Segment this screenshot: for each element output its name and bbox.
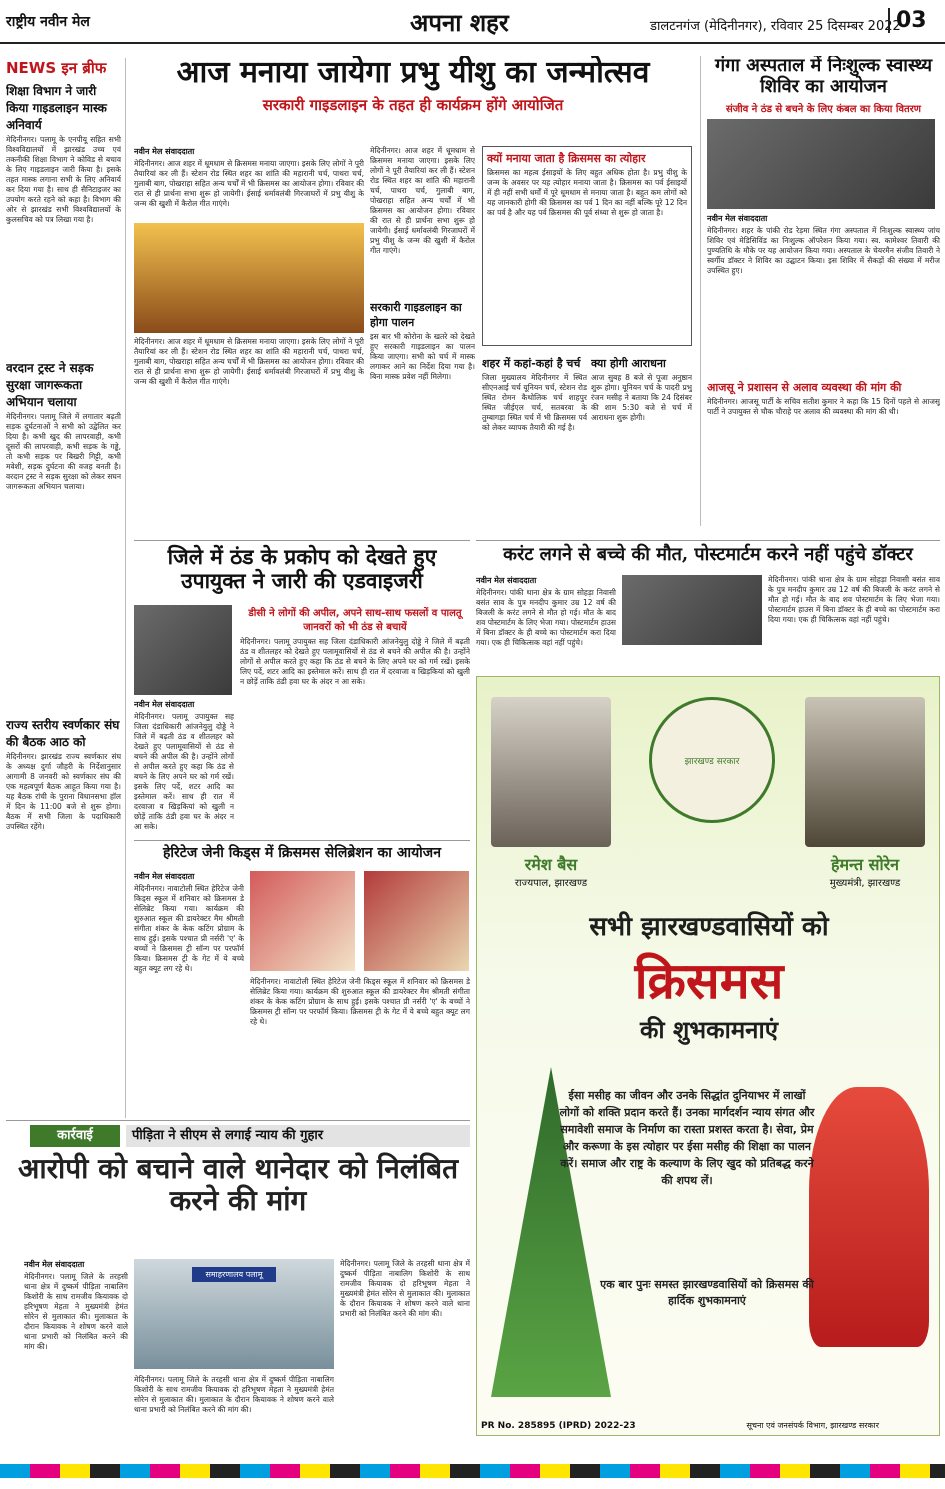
cold-advisory-story [134,540,470,830]
greeting-christmas: क्रिसमस [634,952,784,1010]
hospital-subheadline: संजीव ने ठंड से बचने के लिए कंबल का किया वितरण [725,104,922,116]
kids-santa-photo [364,871,469,971]
governor-portrait [491,697,611,847]
cold-body: मेदिनीनगर। पलामू उपायुक्त सह जिला दंडाधिकारी आंजनेयुलु दोड्डे ने जिले में बढ़ती ठंड व शीतलहर को देखते हुए पलामूवासियों से ठंड से बचने की अपील की है। उन्होंने लोगों से अपील करते हुए कहा कि ठंड से बचने के लिए अपने घर को गर्म रखें। इसके लिए पर्दे, शटर आदि का इस्तेमाल करें। साथ ही रात में दरवाजा व खिड़कियां को खुली न छोड़ें ताकि ठंडी हवा घर के अंदर न आ सके। [240,637,470,686]
lead-body: मेदिनीनगर। आज शहर में धूमधाम से क्रिसमस मनाया जाएगा। इसके लिए लोगों ने पूरी तैयारियां कर ली हैं। स्टेशन रोड स्थित शहर का शांति की महारानी चर्च, पाथरा चर्च, गुलाबी बाग, पोखराहा सहित अन्य चर्चों में भी क्रिसमस का आयोजन होगा। रविवार की रात से ही प्रार्थना सभा शुरू हो जायेगी। ईसाई धर्मावलंबी गिरजाघरों में प्रभु यीशु के जन्म की खुशी में कैरोल गीत गाएंगे। [370,146,475,255]
hospital-story [700,56,940,526]
current-body: मेदिनीनगर। पांकी थाना क्षेत्र के ग्राम सोहड़ा निवासी बसंत साव के पुत्र मनदीप कुमार उम्र 12 वर्ष की बिजली के करंट लगने से मौत हो गई। मौत के बाद शव पोस्टमार्टम के लिए भेजा गया। पोस्टमार्टम हाउस में बिना डॉक्टर के ही बच्चे का पोस्टमार्टम करा दिया गया। एक ही चिकित्सक वहां नहीं पहुंचे। [768,575,940,624]
christmas-greeting-ad [476,676,940,1436]
lead-left-block [134,146,364,526]
brief-title: वरदान ट्रस्ट ने सड़क सुरक्षा जागरूकता अभियान चलाया [6,361,94,409]
cold-sub: डीसी ने लोगों की अपील, अपने साथ-साथ फसलों व पालतू जानवरों को भी ठंड से बचायें [248,608,462,633]
karwai-body: मेदिनीनगर। पलामू जिले के तरहसी थाना क्षेत्र में दुष्कर्म पीड़िता नाबालिग किशोरी के साथ रामजीव कियावक दो हरिभूषण मेहता ने मुख्यमंत्री हेमंत सोरेन से मुलाकात की। मुलाकात के दौरान कियावक ने शोषण करने वाले थाना प्रभारी को निलंबित करने की मांग की। [134,1375,334,1414]
heritage-headline: हेरिटेज जेनी किड्स में क्रिसमस सेलिब्रेशन का आयोजन [163,845,441,861]
cold-byline: नवीन मेल संवाददाता [134,700,195,709]
lead-sub3: क्या होगी आराधना [591,357,666,370]
heritage-byline: नवीन मेल संवाददाता [134,872,195,881]
church-cross-photo [134,223,364,333]
why-christmas-box [482,146,692,346]
current-left-block [476,575,616,670]
greeting-line1: सभी झारखण्डवासियों को [589,912,829,942]
lead-byline: नवीन मेल संवाददाता [134,147,195,156]
karwai-mid-block [134,1375,334,1440]
brief-title: राज्य स्तरीय स्वर्णकार संघ की बैठक आठ को [6,718,120,749]
karwai-headline: आरोपी को बचाने वाले थानेदार को निलंबित करने की मांग [17,1152,459,1218]
lead-sub1: सरकारी गाइडलाइन का होगा पालन [370,301,462,329]
collectorate-sign: समाहरणालय पलामू [192,1267,276,1282]
ajsu-subhead: आजसू ने प्रशासन से अलाव व्यवस्था की मांग की [707,381,902,395]
collectorate-building-photo [134,1259,334,1369]
karwai-tag: कार्रवाई [30,1125,120,1147]
cold-body: मेदिनीनगर। पलामू उपायुक्त सह जिला दंडाधिकारी आंजनेयुलु दोड्डे ने जिले में बढ़ती ठंड व शीतलहर को देखते हुए पलामूवासियों से ठंड से बचने की अपील की है। उन्होंने लोगों से अपील करते हुए कहा कि ठंड से बचने के लिए अपने घर को गर्म रखें। इसके लिए पर्दे, शटर आदि का इस्तेमाल करें। साथ ही रात में दरवाजा व खिड़कियां को खुली न छोड़ें ताकि ठंडी हवा घर के अंदर न आ सके। [134,712,234,830]
page-number: 03 [888,8,927,33]
ad-closing: एक बार पुनः समस्त झारखण्डवासियों को क्रिसमस की हार्दिक शुभकामनाएं [600,1278,814,1307]
brief-title: शिक्षा विभाग ने जारी किया गाइडलाइन मास्क अनिवार्य [6,84,107,132]
greeting-line3: की शुभकामनाएं [639,1016,778,1044]
current-body: मेदिनीनगर। पांकी थाना क्षेत्र के ग्राम सोहड़ा निवासी बसंत साव के पुत्र मनदीप कुमार उम्र 12 वर्ष की बिजली के करंट लगने से मौत हो गई। मौत के बाद शव पोस्टमार्टम के लिए भेजा गया। पोस्टमार्टम हाउस में बिना डॉक्टर के ही बच्चे का पोस्टमार्टम करा दिया गया। एक ही चिकित्सक वहां नहीं पहुंचे। [476,588,616,647]
lead-story [134,56,692,526]
santa-claus-graphic [809,1087,929,1347]
cold-left-block [134,605,234,830]
box-body: क्रिसमस का महत्व ईसाइयों के लिए बहुत अधिक होता है। प्रभु यीशु के जन्म के अवसर पर यह त्योहार मनाया जाता है। क्रिसमस का पर्व ईसाइयों में ही नहीं सभी धर्मों में पूरे धूमधाम से मनाया जाता है। बहुत कम लोगों को यह जानकारी होगी की क्रिसमस का पर्व 1 दिन का नहीं बल्कि पूरे 12 दिन का पर्व है और यह पर्व क्रिसमस की पूर्व संध्या से शुरू हो जाता है। [487,168,687,217]
cm-name: हेमन्त सोरेन [830,855,900,874]
ad-message: ईसा मसीह का जीवन और उनके सिद्धांत दुनियाभर में लाखों लोगों को शक्ति प्रदान करते हैं। उनका मार्गदर्शन न्याय संगत और समावेशी समाज के निर्माण का रास्ता प्रशस्त करता है। सेवा, प्रेम और करूणा के इस त्योहार पर ईसा मसीह की शिक्षा का पालन करें। समाज और राष्ट्र के कल्याण के लिए खुद को प्रतिबद्ध करने की शपथ लें। [559,1089,815,1187]
heritage-body: मेदिनीनगर। नावाटोली स्थित हेरिटेज जेनी किड्स स्कूल में शनिवार को क्रिसमस डे सेलिब्रेट किया गया। कार्यक्रम की शुरुआत स्कूल की डायरेक्टर मैम श्रीमती संगीता शंकर के केक कटिंग प्रोग्राम के साथ हुई। इसके पश्चात प्री नर्सरी 'ए' के बच्चों ने क्रिसमस ट्री सॉन्ग पर परफॉर्म किया। क्रिसमस ट्री के गेट में ये बच्चे बहुत क्यूट लग रहे थे। [250,977,470,1026]
karwai-right-block [340,1259,470,1440]
karwai-byline: नवीन मेल संवाददाता [24,1260,85,1269]
lead-body: मेदिनीनगर। आज शहर में धूमधाम से क्रिसमस मनाया जाएगा। इसके लिए लोगों ने पूरी तैयारियां कर ली हैं। स्टेशन रोड स्थित शहर का शांति की महारानी चर्च, पाथरा चर्च, गुलाबी बाग, पोखराहा सहित अन्य चर्चों में भी क्रिसमस का आयोजन होगा। रविवार की रात से ही प्रार्थना सभा शुरू हो जायेगी। ईसाई धर्मावलंबी गिरजाघरों में प्रभु यीशु के जन्म की खुशी में कैरोल गीत गाएंगे। [134,159,364,208]
brief-body: मेदिनीनगर। झारखंड राज्य स्वर्णकार संघ के अध्यक्ष दुर्गा जौहरी के निर्देशानुसार आगामी 8 जनवरी को स्वर्णकार संघ की एक महत्वपूर्ण बैठक आहूत किया गया है। यह बैठक रांची के पुराना विधानसभा हॉल में दिन के 11:00 बजे से शुरू होगा। बैठक में सभी जिला के पदाधिकारी उपस्थित रहेंगे। [6,752,121,831]
lead-right-a [482,352,587,526]
karwai-kicker: पीड़िता ने सीएम से लगाई न्याय की गुहार [126,1125,470,1147]
lead-sub1-body: इस बार भी कोरोना के खतरे को देखते हुए सरकारी गाइडलाइन का पालन किया जाएगा। सभी को चर्च में मास्क लगाकर आने का निर्देश दिया गया है। बिना मास्क प्रवेश नहीं मिलेगा। [370,332,475,381]
ad-footer: सूचना एवं जनसंपर्क विभाग, झारखण्ड सरकार [746,1421,879,1430]
brief-body: मेदिनीनगर। पलामू के एनपीयू सहित सभी विश्वविद्यालयों में झारखंड उच्च एवं तकनीकी शिक्षा विभाग ने कोविड से बचाव के लिए गाइडलाइन जारी किया है। इसके तहत मास्क लगाना सभी के लिए अनिवार्य कर दिया गया है। साथ ही सैनिटाइजर का उपयोग करते रहने को कहा है। विभाग की ओर से झारखंड सभी विश्वविद्यालयों के कुलसचिव को पत्र लिखा गया है। [6,135,121,224]
lead-body: मेदिनीनगर। आज शहर में धूमधाम से क्रिसमस मनाया जाएगा। इसके लिए लोगों ने पूरी तैयारियां कर ली हैं। स्टेशन रोड स्थित शहर का शांति की महारानी चर्च, पाथरा चर्च, गुलाबी बाग, पोखराहा सहित अन्य चर्चों में भी क्रिसमस का आयोजन होगा। रविवार की रात से ही प्रार्थना सभा शुरू हो जायेगी। ईसाई धर्मावलंबी गिरजाघरों में प्रभु यीशु के जन्म की खुशी में कैरोल गीत गाएंगे। [134,337,364,386]
masthead [0,0,945,44]
hospital-byline: नवीन मेल संवाददाता [707,214,768,224]
brief-item [6,359,121,712]
heritage-right-block [250,977,470,1110]
dc-portrait-photo [134,605,232,695]
heritage-body: मेदिनीनगर। नावाटोली स्थित हेरिटेज जेनी किड्स स्कूल में शनिवार को क्रिसमस डे सेलिब्रेट किया गया। कार्यक्रम की शुरुआत स्कूल की डायरेक्टर मैम श्रीमती संगीता शंकर के केक कटिंग प्रोग्राम के साथ हुई। इसके पश्चात प्री नर्सरी 'ए' के बच्चों ने क्रिसमस ट्री सॉन्ग पर परफॉर्म किया। क्रिसमस ट्री के गेट में ये बच्चे बहुत क्यूट लग रहे थे। [134,884,244,973]
lead-right-b [591,352,692,526]
hospital-event-photo [707,119,935,209]
heritage-left-block [134,871,244,1110]
cold-right-block [240,605,470,830]
kids-dance-photo [250,871,355,971]
lead-sub3-body: आज सुबह 8 बजे से पूजा अनुष्ठान शुरू होगा। यूनियन चर्च के पादरी प्रभु रंजन मसीह ने बताया कि 24 दिसंबर की शाम 5:30 बजे से चर्च में आराधना शुरू होगी। [591,373,692,422]
briefs-tag: NEWS इन ब्रीफ [6,59,107,77]
heritage-kids-story [134,840,470,1110]
box-title: क्यों मनाया जाता है क्रिसमस का त्योहार [487,152,646,165]
lead-sub2: शहर में कहां-कहां है चर्च [482,357,581,370]
cm-role: मुख्यमंत्री, झारखण्ड [829,878,901,889]
greeting-block [477,907,940,1046]
hospital-body: मेदिनीनगर। शहर के पांकी रोड रेड़मा स्थित गंगा अस्पताल में निःशुल्क स्वास्थ्य जांच शिविर एवं मेडिसिविंड का निःशुल्क ऑपरेशन किया गया। स्व. कामेश्वर तिवारी की पुण्यतिथि के मौके पर यह आयोजन किया गया। अस्पताल के चेयरमैन संजीव तिवारी ने स्वर्गीय डॉक्टर ने शिविर का उद्घाटन किया। इस शिविर में सैकड़ों की संख्या में मरीज उपस्थित हुए। [707,226,940,276]
cold-headline: जिले में ठंड के प्रकोप को देखते हुए उपायुक्त ने जारी की एडवाइजरी [167,544,437,594]
pr-number: PR No. 285895 (IPRD) 2022-23 [481,1421,636,1431]
heritage-photo-block [250,871,470,971]
news-briefs-column [6,58,126,1118]
ajsu-body: मेदिनीनगर। आजसू पार्टी के सचिव सतीश कुमार ने कहा कि 15 दिनों पहले से आजसू पार्टी ने उपायुक्त से चौक चौराहे पर अलाव की व्यवस्था की मांग की थी। [707,397,940,417]
karwai-body: मेदिनीनगर। पलामू जिले के तरहसी थाना क्षेत्र में दुष्कर्म पीड़िता नाबालिग किशोरी के साथ रामजीव कियावक दो हरिभूषण मेहता ने मुख्यमंत्री हेमंत सोरेन से मुलाकात की। मुलाकात के दौरान कियावक ने शोषण करने वाले थाना प्रभारी को निलंबित करने की मांग की। [24,1272,128,1351]
governor-caption [491,853,611,889]
electrocution-story [476,540,940,670]
lead-subheadline: सरकारी गाइडलाइन के तहत ही कार्यक्रम होंगे आयोजित [262,95,564,114]
current-right-block [768,575,940,670]
karwai-left-block [24,1259,128,1440]
newspaper-logo: राष्ट्रीय नवीन मेल [6,14,90,30]
color-registration-bar [0,1464,945,1478]
lead-mid-block [370,146,475,526]
governor-role: राज्यपाल, झारखण्ड [514,878,588,889]
lead-sub2-body: जिला मुख्यालय मेदिनीनगर में स्थित सीएनआई चर्च यूनियन चर्च, स्टेशन रोड स्थित रोमन कैथोलिक चर्च शाहपुर स्थित जीईएल चर्च, सतबरवा के तुम्बागड़ा स्थित चर्च में भी क्रिसमस पर्व को लेकर व्यापक तैयारी की गई है। [482,373,587,432]
current-byline: नवीन मेल संवाददाता [476,576,537,585]
edition-date: डालटनगंज (मेदिनीनगर), रविवार 25 दिसम्बर 2022 [650,19,901,34]
brief-item [6,82,121,355]
governor-name: रमेश बैस [524,855,578,874]
hospital-headline: गंगा अस्पताल में निःशुल्क स्वास्थ्य शिविर का आयोजन [714,56,933,97]
karwai-body: मेदिनीनगर। पलामू जिले के तरहसी थाना क्षेत्र में दुष्कर्म पीड़िता नाबालिग किशोरी के साथ रामजीव कियावक दो हरिभूषण मेहता ने मुख्यमंत्री हेमंत सोरेन से मुलाकात की। मुलाकात के दौरान कियावक ने शोषण करने वाले थाना प्रभारी को निलंबित करने की मांग की। [340,1259,470,1318]
current-headline: करंट लगने से बच्चे की मौत, पोस्टमार्टम करने नहीं पहुंचे डॉक्टर [503,544,913,565]
cm-caption [805,853,925,889]
brief-item [6,716,121,1052]
lead-headline: आज मनाया जायेगा प्रभु यीशु का जन्मोत्सव [176,56,650,90]
grieving-family-photo [622,575,762,645]
jharkhand-emblem: झारखण्ड सरकार [649,697,775,823]
karwai-story [6,1120,470,1440]
section-title: अपना शहर [410,9,509,37]
brief-body: मेदिनीनगर। पलामू जिले में लगातार बढ़ती सड़क दुर्घटनाओं ने सभी को उद्वेलित कर दिया है। कभी खुद की लापरवाही, कभी दूसरों की लापरवाही, कभी सड़क के गड्ढे, तो कभी सड़क पर बिखरी गिट्टी, कभी मवेशी, सड़क दुर्घटना की वजह बनती है। वरदान ट्रस्ट ने सड़क सुरक्षा को लेकर सघन जागरूकता अभियान चलाया। [6,412,121,491]
chief-minister-portrait [805,697,925,847]
